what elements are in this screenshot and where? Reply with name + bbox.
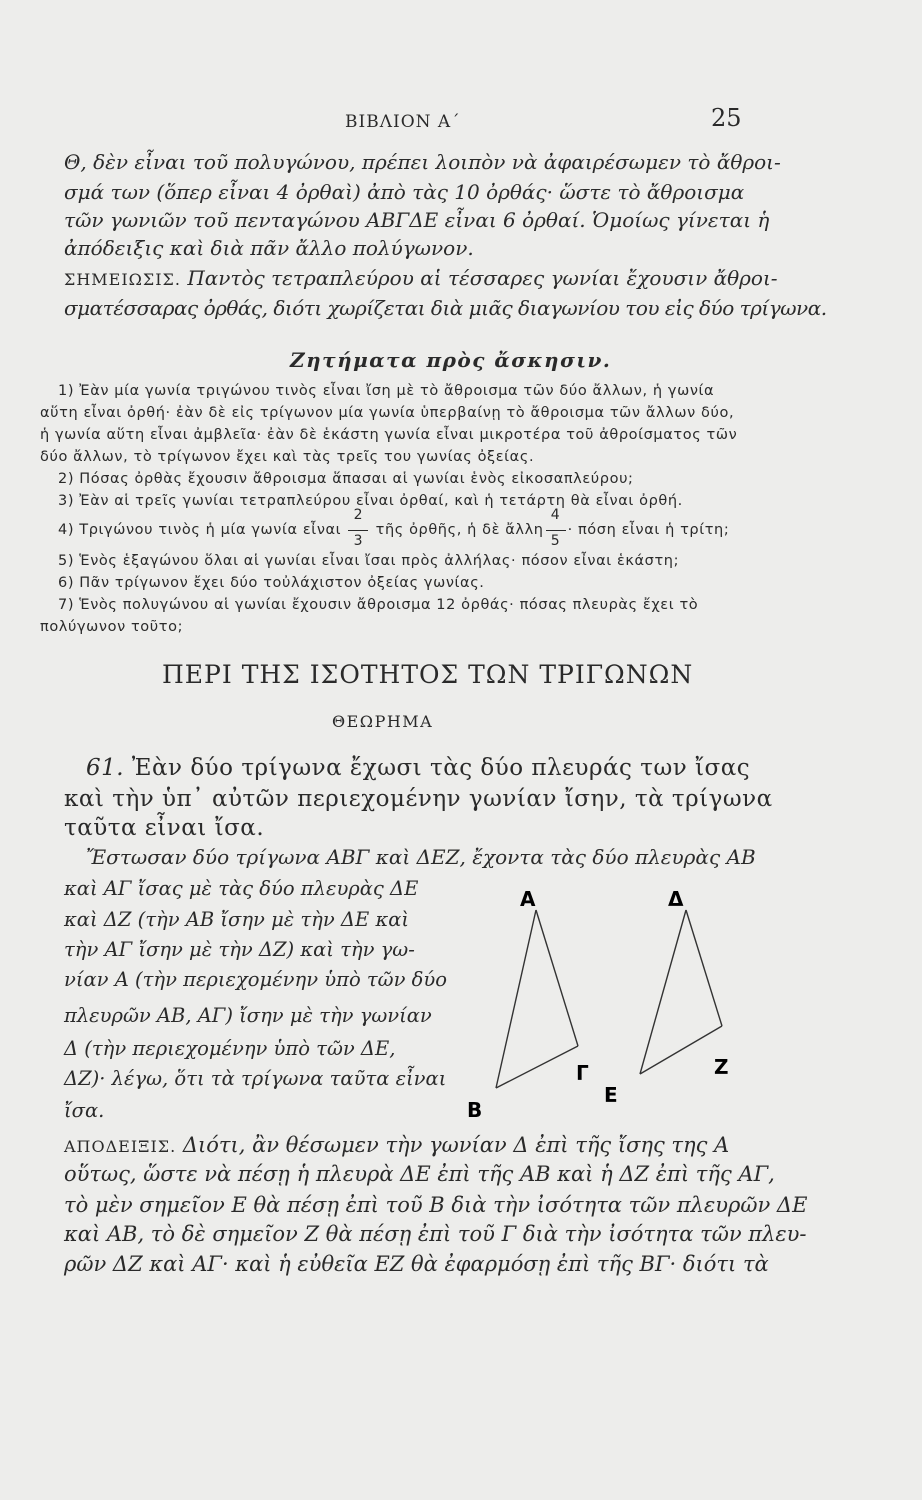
proof-text: Διότι, ἂν θέσωμεν τὴν γωνίαν Δ ἐπὶ τῆς ἴσης της Α bbox=[182, 1133, 730, 1157]
running-head: ΒΙΒΛΙΟΝ Α΄ bbox=[345, 112, 461, 132]
page-number: 25 bbox=[711, 104, 742, 132]
exercise-4-text: τῆς ὀρθῆς, ἡ δὲ ἄλλη bbox=[375, 522, 544, 538]
proof-line: καὶ ΑΒ, τὸ δὲ σημεῖον Ζ θὰ πέσῃ ἐπὶ τοῦ Γ διὰ τὴν ἰσότητα τῶν πλευ- bbox=[64, 1222, 807, 1246]
theorem-line: καὶ τὴν ὑπ᾽ αὐτῶν περιεχομένην γωνίαν ἴσην, τὰ τρίγωνα bbox=[64, 786, 773, 812]
exercise-4-text: 4) Τριγώνου τινὸς ἡ μία γωνία εἶναι bbox=[58, 522, 342, 538]
fraction-denominator: 5 bbox=[550, 533, 561, 549]
theorem-label: ΘΕΩΡΗΜΑ bbox=[332, 712, 434, 731]
given-line: τὴν ΑΓ ἴσην μὲ τὴν ΔΖ) καὶ τὴν γω- bbox=[64, 938, 415, 961]
side-ag bbox=[536, 910, 578, 1046]
exercise-4-text: · πόση εἶναι ἡ τρίτη; bbox=[567, 522, 730, 538]
exercise-line: αὕτη εἶναι ὀρθή· ἐὰν δὲ εἰς τρίγωνον μία γωνία ὑπερβαίνῃ τὸ ἄθροισμα τῶν ἄλλων δύο, bbox=[40, 405, 735, 421]
exercise-line-4 bbox=[58, 507, 730, 549]
intro-line: Θ, δὲν εἶναι τοῦ πολυγώνου, πρέπει λοιπὸν νὰ ἀφαιρέσωμεν τὸ ἄθροι- bbox=[64, 150, 781, 174]
theorem-line bbox=[86, 755, 750, 781]
label-d: Δ bbox=[668, 887, 684, 911]
note-line bbox=[64, 266, 778, 290]
theorem-line: ταῦτα εἶναι ἴσα. bbox=[64, 815, 265, 841]
exercise-line: 3) Ἐὰν αἱ τρεῖς γωνίαι τετραπλεύρου εἶναι ὀρθαί, καὶ ἡ τετάρτη θὰ εἶναι ὀρθή. bbox=[58, 493, 683, 509]
exercises-heading: Ζητήματα πρὸς ἄσκησιν. bbox=[290, 348, 612, 372]
exercise-line: 2) Πόσας ὀρθὰς ἔχουσιν ἄθροισμα ἅπασαι αἱ γωνίαι ἑνὸς εἰκοσαπλεύρου; bbox=[58, 471, 634, 487]
given-line: νίαν Α (τὴν περιεχομένην ὑπὸ τῶν δύο bbox=[64, 968, 447, 991]
triangle-abg bbox=[496, 910, 578, 1088]
fraction-numerator: 4 bbox=[550, 507, 561, 523]
proof-line: ρῶν ΔΖ καὶ ΑΓ· καὶ ἡ εὐθεῖα ΕΖ θὰ ἐφαρμόσῃ ἐπὶ τῆς ΒΓ· διότι τὰ bbox=[64, 1252, 769, 1276]
fraction-denominator: 3 bbox=[353, 533, 364, 549]
given-line: πλευρῶν ΑΒ, ΑΓ) ἴσην μὲ τὴν γωνίαν bbox=[64, 1004, 432, 1027]
given-line: ἴσα. bbox=[64, 1099, 105, 1122]
label-z: Ζ bbox=[714, 1055, 729, 1079]
note-line: σματέσσαρας ὀρθάς, διότι χωρίζεται διὰ μιᾶς διαγωνίου του εἰς δύο τρίγωνα. bbox=[64, 296, 827, 320]
exercise-line: πολύγωνον τοῦτο; bbox=[40, 619, 184, 635]
label-e: Ε bbox=[604, 1083, 618, 1107]
intro-line: ἀπόδειξις καὶ διὰ πᾶν ἄλλο πολύγωνον. bbox=[64, 236, 474, 260]
side-ez bbox=[640, 1026, 722, 1074]
given-line: Δ (τὴν περιεχομένην ὑπὸ τῶν ΔΕ, bbox=[64, 1037, 396, 1060]
proof-line: τὸ μὲν σημεῖον Ε θὰ πέσῃ ἐπὶ τοῦ Β διὰ τὴν ἰσότητα τῶν πλευρῶν ΔΕ bbox=[64, 1193, 808, 1217]
two-triangles-figure bbox=[450, 870, 750, 1120]
exercise-line: 7) Ἑνὸς πολυγώνου αἱ γωνίαι ἔχουσιν ἄθροισμα 12 ὀρθάς· πόσας πλευρὰς ἔχει τὸ bbox=[58, 597, 699, 613]
proof-label: ΑΠΟΔΕΙΞΙΣ. bbox=[64, 1137, 177, 1156]
exercise-line: ἡ γωνία αὕτη εἶναι ἀμβλεῖα· ἐὰν δὲ ἑκάστη γωνία εἶναι μικροτέρα τοῦ ἀθροίσματος τῶν bbox=[40, 427, 738, 443]
intro-line: σμά των (ὅπερ εἶναι 4 ὀρθαὶ) ἀπὸ τὰς 10 ὀρθάς· ὥστε τὸ ἄθροισμα bbox=[64, 180, 745, 204]
side-bg bbox=[496, 1046, 578, 1088]
theorem-number: 61. bbox=[86, 755, 125, 781]
exercise-line: 6) Πᾶν τρίγωνον ἔχει δύο τοὐλάχιστον ὀξείας γωνίας. bbox=[58, 575, 485, 591]
given-line: καὶ ΔΖ (τὴν ΑΒ ἴσην μὲ τὴν ΔΕ καὶ bbox=[64, 908, 410, 931]
triangle-dez bbox=[640, 910, 722, 1074]
proof-line bbox=[64, 1133, 729, 1157]
fraction-two-thirds bbox=[346, 507, 370, 549]
given-line: ΔΖ)· λέγω, ὅτι τὰ τρίγωνα ταῦτα εἶναι bbox=[64, 1067, 447, 1090]
intro-line: τῶν γωνιῶν τοῦ πενταγώνου ΑΒΓΔΕ εἶναι 6 ὀρθαί. Ὁμοίως γίνεται ἡ bbox=[64, 208, 770, 232]
proof-line: οὕτως, ὥστε νὰ πέσῃ ἡ πλευρὰ ΔΕ ἐπὶ τῆς ΑΒ καὶ ἡ ΔΖ ἐπὶ τῆς ΑΓ, bbox=[64, 1162, 775, 1186]
side-ab bbox=[496, 910, 536, 1088]
side-dz bbox=[686, 910, 722, 1026]
note-text: Παντὸς τετραπλεύρου αἱ τέσσαρες γωνίαι ἔχουσιν ἄθροι- bbox=[187, 266, 778, 290]
fraction-bar bbox=[546, 530, 566, 531]
label-a: Α bbox=[520, 887, 536, 911]
exercise-line: 1) Ἐὰν μία γωνία τριγώνου τινὸς εἶναι ἴση μὲ τὸ ἄθροισμα τῶν δύο ἄλλων, ἡ γωνία bbox=[58, 383, 715, 399]
given-line: Ἔστωσαν δύο τρίγωνα ΑΒΓ καὶ ΔΕΖ, ἔχοντα τὰς δύο πλευρὰς ΑΒ bbox=[86, 845, 756, 869]
note-label: ΣΗΜΕΙΩΣΙΣ. bbox=[64, 270, 181, 289]
label-b: Β bbox=[467, 1098, 483, 1120]
section-title: ΠΕΡΙ ΤΗΣ ΙΣΟΤΗΤΟΣ ΤΩΝ ΤΡΙΓΩΝΩΝ bbox=[162, 660, 694, 689]
given-line: καὶ ΑΓ ἴσας μὲ τὰς δύο πλευρὰς ΔΕ bbox=[64, 877, 419, 900]
exercise-line: δύο ἄλλων, τὸ τρίγωνον ἔχει καὶ τὰς τρεῖς του γωνίας ὀξείας. bbox=[40, 449, 535, 465]
fraction-four-fifths bbox=[544, 507, 568, 549]
fraction-bar bbox=[348, 530, 368, 531]
side-de bbox=[640, 910, 686, 1074]
fraction-numerator: 2 bbox=[353, 507, 364, 523]
exercise-line: 5) Ἑνὸς ἑξαγώνου ὅλαι αἱ γωνίαι εἶναι ἴσαι πρὸς ἀλλήλας· πόσον εἶναι ἑκάστη; bbox=[58, 553, 680, 569]
label-g: Γ bbox=[576, 1061, 589, 1085]
theorem-text: Ἐὰν δύο τρίγωνα ἔχωσι τὰς δύο πλευράς των ἴσας bbox=[131, 755, 751, 781]
